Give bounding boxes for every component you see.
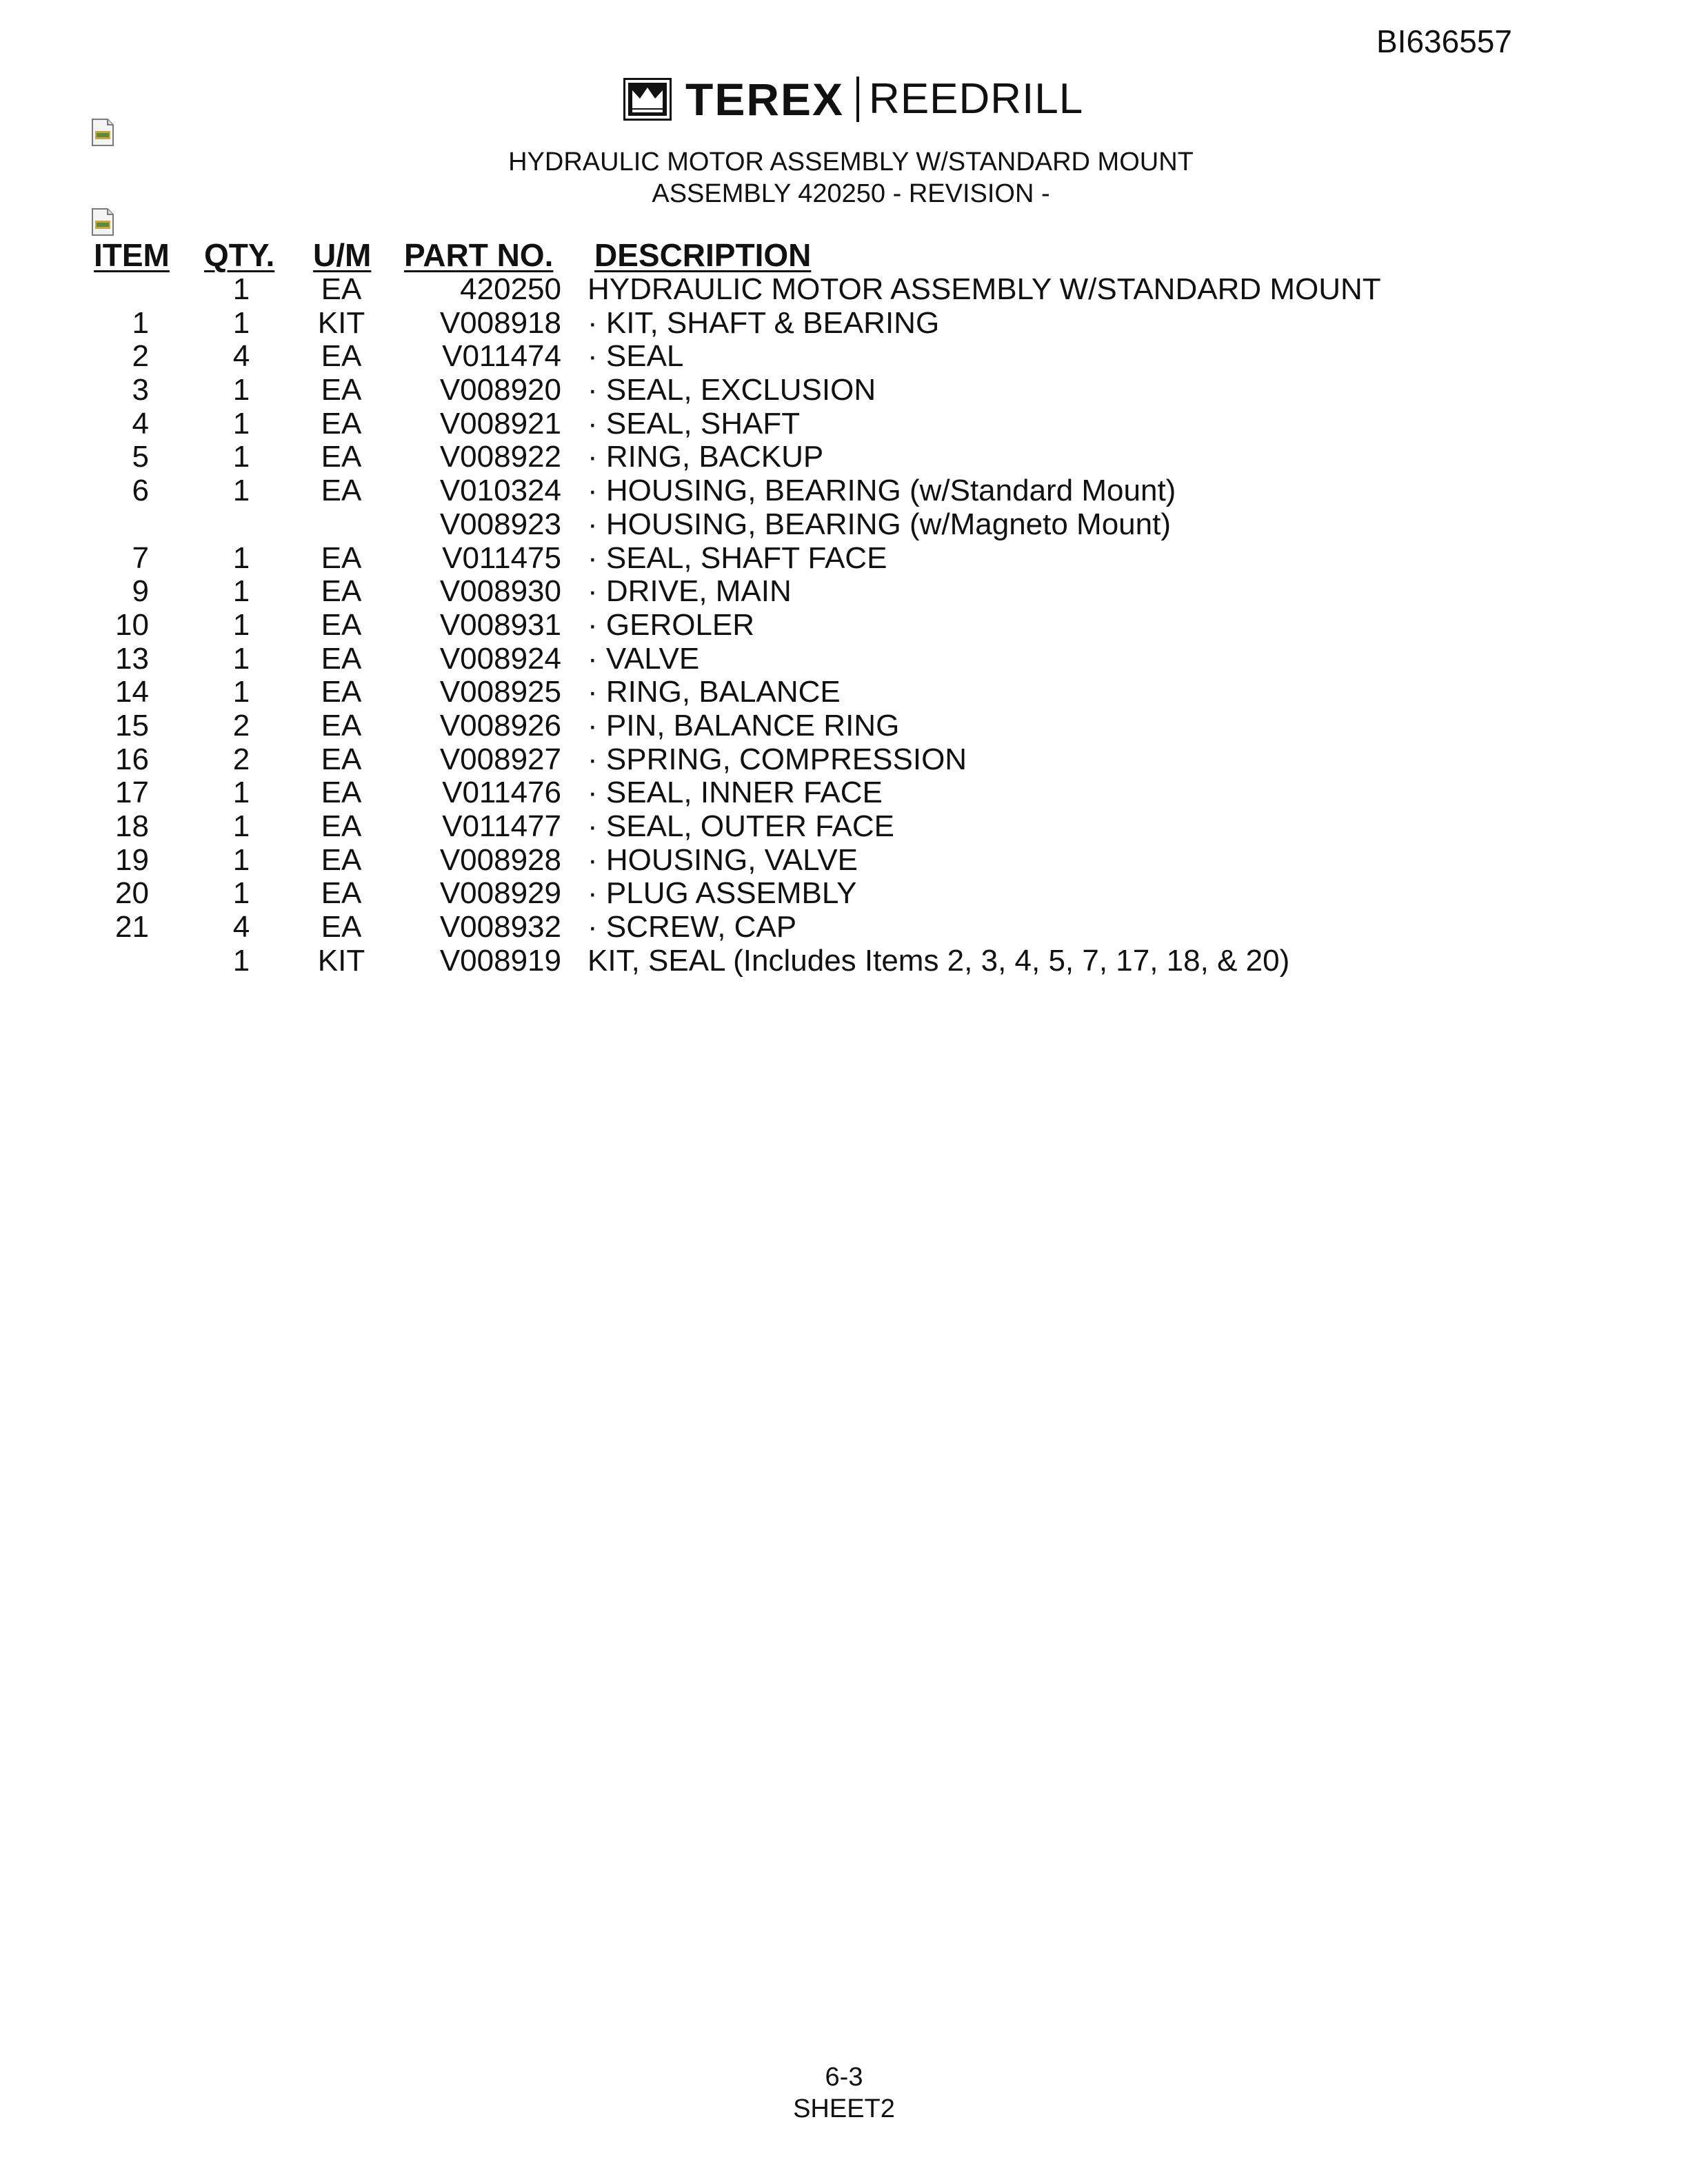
document-id: BI636557 <box>1376 23 1512 59</box>
terex-reedrill-logo <box>623 72 1083 127</box>
table-row <box>0 542 1688 576</box>
row-qty: 1 <box>232 272 250 306</box>
title-line-2: ASSEMBLY 420250 - REVISION - <box>652 179 1050 208</box>
row-item: 10 <box>115 607 149 642</box>
row-item: 20 <box>115 876 149 911</box>
table-row <box>0 643 1688 676</box>
row-um: EA <box>321 406 362 441</box>
row-qty: 1 <box>232 943 250 978</box>
row-item: 9 <box>132 574 149 609</box>
header-part-no: PART NO. <box>404 237 554 273</box>
row-item: 7 <box>132 540 149 575</box>
row-part-no: V008929 <box>439 876 561 911</box>
row-qty: 1 <box>232 641 250 676</box>
row-part-no: V011477 <box>442 809 561 843</box>
parts-table-header <box>0 236 1688 277</box>
row-part-no: V008930 <box>439 574 561 609</box>
row-qty: 1 <box>232 440 250 474</box>
row-part-no: V008927 <box>439 742 561 776</box>
table-row <box>0 877 1688 911</box>
row-qty: 1 <box>232 876 250 911</box>
row-qty: 1 <box>232 809 250 843</box>
terex-crown-logo-icon <box>623 78 672 121</box>
row-item: 21 <box>115 910 149 944</box>
row-description: HYDRAULIC MOTOR ASSEMBLY W/STANDARD MOUNT <box>587 272 1381 306</box>
row-part-no: V008921 <box>439 406 561 441</box>
row-part-no: V008923 <box>439 507 561 541</box>
table-row <box>0 676 1688 709</box>
row-description: · RING, BALANCE <box>587 675 841 709</box>
row-item: 13 <box>115 641 149 676</box>
sheet-label: SHEET2 <box>793 2094 895 2123</box>
row-um: EA <box>321 373 362 407</box>
logo-divider <box>856 77 859 122</box>
logo-brand-text: TEREX <box>685 74 845 125</box>
row-qty: 1 <box>232 574 250 609</box>
page-number: 6-3 <box>825 2063 863 2092</box>
row-item: 6 <box>132 474 149 508</box>
row-qty: 1 <box>232 474 250 508</box>
row-qty: 1 <box>232 842 250 877</box>
row-part-no: V008925 <box>439 675 561 709</box>
row-description: · SEAL <box>587 339 684 374</box>
row-um: EA <box>321 809 362 843</box>
row-qty: 2 <box>232 708 250 742</box>
row-qty: 1 <box>232 607 250 642</box>
row-description: · HOUSING, VALVE <box>587 842 858 877</box>
row-um: EA <box>321 742 362 776</box>
table-row <box>0 810 1688 844</box>
row-part-no: V008928 <box>439 842 561 877</box>
table-row <box>0 709 1688 743</box>
row-description: · PLUG ASSEMBLY <box>587 876 857 911</box>
row-part-no: V008932 <box>439 910 561 944</box>
row-um: EA <box>321 876 362 911</box>
table-row <box>0 609 1688 643</box>
row-part-no: V011476 <box>442 776 561 810</box>
row-part-no: V011475 <box>442 540 561 575</box>
row-part-no: V008920 <box>439 373 561 407</box>
assembly-title <box>0 146 1688 210</box>
row-part-no: V011474 <box>442 339 561 374</box>
table-row <box>0 441 1688 474</box>
row-um: EA <box>321 440 362 474</box>
header-qty: QTY. <box>204 237 275 273</box>
row-part-no: V008922 <box>439 440 561 474</box>
title-line-1: HYDRAULIC MOTOR ASSEMBLY W/STANDARD MOUNT <box>508 148 1194 176</box>
row-part-no: V010324 <box>439 474 561 508</box>
row-um: EA <box>321 708 362 742</box>
row-description: · SEAL, SHAFT FACE <box>587 540 887 575</box>
row-part-no: V008918 <box>439 305 561 340</box>
row-item: 2 <box>132 339 149 374</box>
table-row <box>0 776 1688 810</box>
table-row <box>0 340 1688 374</box>
row-item: 5 <box>132 440 149 474</box>
row-um: EA <box>321 339 362 374</box>
row-description: · GEROLER <box>587 607 755 642</box>
table-row <box>0 307 1688 341</box>
row-um: EA <box>321 776 362 810</box>
row-qty: 2 <box>232 742 250 776</box>
row-description: · SEAL, SHAFT <box>587 406 801 441</box>
table-row <box>0 474 1688 508</box>
row-item: 3 <box>132 373 149 407</box>
row-description: · PIN, BALANCE RING <box>587 708 900 742</box>
row-item: 18 <box>115 809 149 843</box>
row-part-no: V008931 <box>439 607 561 642</box>
row-um: KIT <box>317 943 365 978</box>
row-item: 16 <box>115 742 149 776</box>
row-description: · RING, BACKUP <box>587 440 824 474</box>
document-icon[interactable] <box>91 119 114 146</box>
row-um: EA <box>321 910 362 944</box>
row-um: KIT <box>317 305 365 340</box>
row-um: EA <box>321 607 362 642</box>
header-um: U/M <box>313 237 372 273</box>
row-um: EA <box>321 474 362 508</box>
row-description: · VALVE <box>587 641 700 676</box>
row-item: 19 <box>115 842 149 877</box>
table-row <box>0 844 1688 878</box>
row-part-no: 420250 <box>460 272 561 306</box>
table-row <box>0 407 1688 441</box>
row-um: EA <box>321 842 362 877</box>
table-row <box>0 374 1688 407</box>
row-qty: 4 <box>232 910 250 944</box>
row-um: EA <box>321 574 362 609</box>
row-part-no: V008926 <box>439 708 561 742</box>
document-icon[interactable] <box>91 208 114 236</box>
row-item: 1 <box>132 305 149 340</box>
table-row <box>0 575 1688 609</box>
table-row <box>0 273 1688 307</box>
row-qty: 1 <box>232 675 250 709</box>
row-description: KIT, SEAL (Includes Items 2, 3, 4, 5, 7, 17, 18, & 20) <box>587 943 1290 978</box>
row-um: EA <box>321 641 362 676</box>
row-item: 14 <box>115 675 149 709</box>
row-description: · HOUSING, BEARING (w/Magneto Mount) <box>587 507 1171 541</box>
parts-table-body <box>0 273 1688 978</box>
row-qty: 1 <box>232 406 250 441</box>
row-description: · SEAL, EXCLUSION <box>587 373 876 407</box>
table-row <box>0 944 1688 978</box>
table-row <box>0 911 1688 944</box>
row-um: EA <box>321 540 362 575</box>
row-description: · SPRING, COMPRESSION <box>587 742 967 776</box>
row-um: EA <box>321 675 362 709</box>
table-row <box>0 508 1688 542</box>
row-qty: 1 <box>232 540 250 575</box>
row-description: · HOUSING, BEARING (w/Standard Mount) <box>587 474 1176 508</box>
table-row <box>0 743 1688 777</box>
row-part-no: V008924 <box>439 641 561 676</box>
row-qty: 1 <box>232 305 250 340</box>
row-description: · SEAL, OUTER FACE <box>587 809 894 843</box>
row-qty: 1 <box>232 776 250 810</box>
row-description: · KIT, SHAFT & BEARING <box>587 305 940 340</box>
row-description: · SCREW, CAP <box>587 910 797 944</box>
row-description: · DRIVE, MAIN <box>587 574 792 609</box>
row-item: 4 <box>132 406 149 441</box>
row-item: 15 <box>115 708 149 742</box>
row-description: · SEAL, INNER FACE <box>587 776 883 810</box>
page-footer <box>0 2061 1688 2125</box>
logo-sub-text: REEDRILL <box>869 75 1084 123</box>
header-item: ITEM <box>94 237 170 273</box>
row-um: EA <box>321 272 362 306</box>
header-description: DESCRIPTION <box>594 237 812 273</box>
row-qty: 4 <box>232 339 250 374</box>
row-part-no: V008919 <box>439 943 561 978</box>
row-item: 17 <box>115 776 149 810</box>
row-qty: 1 <box>232 373 250 407</box>
